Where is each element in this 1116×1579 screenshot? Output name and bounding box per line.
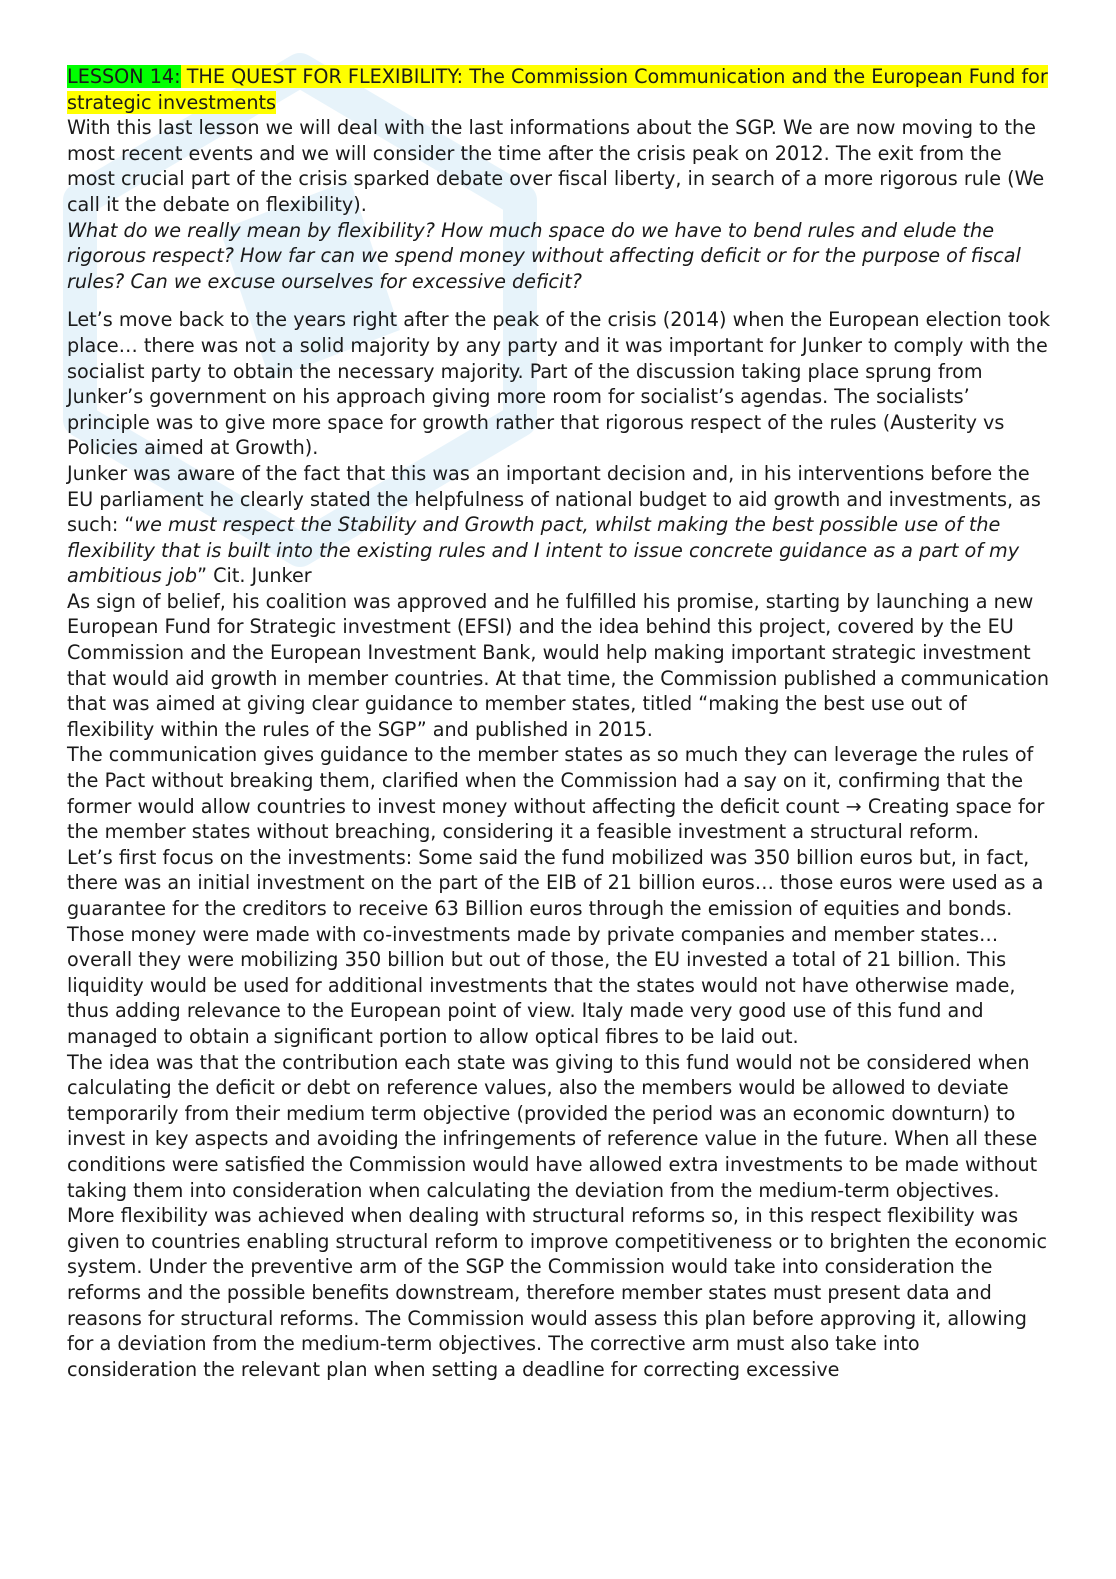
quote-citation: ” Cit. Junker bbox=[197, 564, 312, 588]
paragraph-communication: The communication gives guidance to the member states as so much they can leverage the rules of the Pact without breaking them, clarified when the Commission had a say on it, confirming that the former would allow countries to invest money without affecting the deficit count → Creating space for the member states without breaching, considering it a feasible investment a structural reform. bbox=[67, 743, 1045, 844]
paragraph-contribution: The idea was that the contribution each state was giving to this fund would not be considered when calculating the deficit or debt on reference values, also the members would be allowed to deviate temporarily from their medium term objective (provided the period was an economic downturn) to invest in key aspects and avoiding the infringements of reference value in the future. When all these conditions were satisfied the Commission would have allowed extra investments to be made without taking them into consideration when calculating the deviation from the medium-term objectives. More flexibility was achieved when dealing with structural reforms so, in this respect flexibility was given to countries enabling structural reform to improve competitiveness or to brighten the economic system. Under the preventive arm of the SGP the Commission would take into consideration the reforms and the possible benefits downstream, therefore member states must present data and reasons for structural reforms. The Commission would assess this plan before approving it, allowing for a deviation from the medium-term objectives. The corrective arm must also take into consideration the relevant plan when setting a deadline for correcting excessive bbox=[67, 1050, 1048, 1381]
lesson-heading bbox=[67, 64, 1051, 115]
paragraph-investments: Let’s first focus on the investments: Some said the fund mobilized was 350 billion euros but, in fact, there was an initial investment on the part of the EIB of 21 billion euros… those euros were used as a guarantee for the creditors to receive 63 Billion euros through the emission of equities and bonds. Those money were made with co-investments made by private companies and member states… overall they were mobilizing 350 billion but out of those, the EU invested a total of 21 billion. This liquidity would be used for additional investments that the states would not have otherwise made, thus adding relevance to the European point of view. Italy made very good use of this fund and managed to obtain a significant portion to allow optical fibres to be laid out. bbox=[67, 845, 1044, 1048]
paragraph-efsi: As sign of belief, his coalition was approved and he fulfilled his promise, starting by launching a new European Fund for Strategic investment (EFSI) and the idea behind this project, covered by the EU Commission and the European Investment Bank, would help making important strategic investment that would aid growth in member countries. At that time, the Commission published a communication that was aimed at giving clear guidance to member states, titled “making the best use out of flexibility within the rules of the SGP” and published in 2015. bbox=[67, 589, 1050, 741]
paragraph-questions: What do we really mean by flexibility? How much space do we have to bend rules and elude the rigorous respect? How far can we spend money without affecting deficit or for the purpose of fiscal rules? Can we excuse ourselves for excessive deficit? bbox=[67, 218, 1021, 293]
paragraph-spacer bbox=[67, 294, 1051, 307]
paragraph-election: Let’s move back to the years right after the peak of the crisis (2014) when the European election took place… there was not a solid majority by any party and it was important for Junker to comply with the socialist party to obtain the necessary majority. Part of the discussion taking place sprung from Junker’s government on his approach giving more room for socialist’s agendas. The socialists’ principle was to give more space for growth rather that rigorous respect of the rules (Austerity vs Policies aimed at Growth). bbox=[67, 308, 1051, 460]
lesson-number: LESSON 14: bbox=[67, 65, 181, 88]
paragraph-intro: With this last lesson we will deal with the last informations about the SGP. We are now moving to the most recent events and we will consider the time after the crisis peak on 2012. The exit from the most crucial part of the crisis sparked debate over fiscal liberty, in search of a more rigorous rule (We call it the debate on flexibility). bbox=[67, 116, 1045, 216]
lesson-title: THE QUEST FOR FLEXIBILITY: The Commission Communication and the European Fund for strategic investments bbox=[67, 65, 1048, 114]
junker-quote: we must respect the Stability and Growth pact, whilst making the best possible use of the flexibility that is built into the existing rules and I intent to issue concrete guidance as a part of my ambitious job bbox=[67, 513, 1020, 588]
document-body bbox=[67, 64, 1051, 1382]
paragraph-junker-quote bbox=[67, 461, 1051, 589]
quote-lead-in: Junker was aware of the fact that this was an important decision and, in his interventions before the EU parliament he clearly stated the helpfulness of national budget to aid growth and investments, as such: “ bbox=[67, 461, 1041, 537]
